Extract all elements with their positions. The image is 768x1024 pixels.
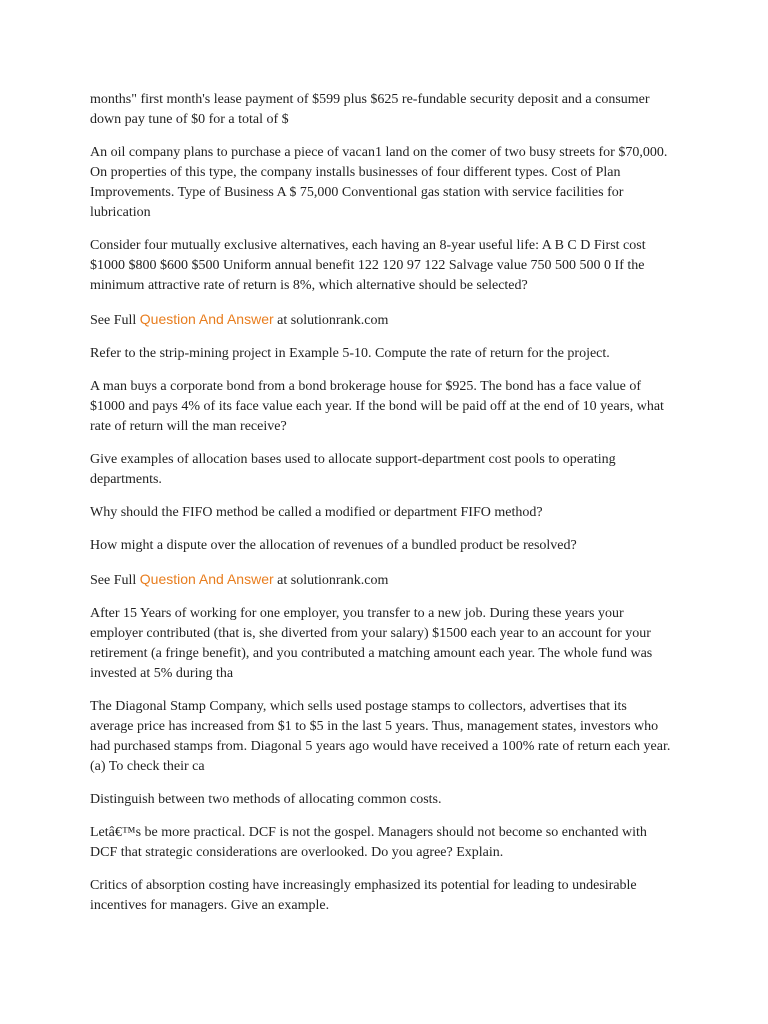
paragraph-dcf: Letâ€™s be more practical. DCF is not the gospel. Managers should not become so enchanted with DCF that strategic considerations are overlooked. Do you agree? Explain. [90, 825, 647, 860]
question-and-answer-link[interactable]: Question And Answer [139, 571, 274, 587]
see-full-suffix: at solutionrank.com [273, 573, 389, 588]
see-full-line-2 [90, 569, 672, 591]
paragraph-fifo-method: Why should the FIFO method be called a modified or department FIFO method? [90, 505, 543, 520]
see-full-suffix: at solutionrank.com [273, 313, 389, 328]
see-full-prefix: See Full [90, 313, 140, 328]
paragraph-oil-company: An oil company plans to purchase a piece of vacan1 land on the comer of two busy streets for $70,000. On properties of this type, the company installs businesses of four different types. Cost of Plan Improvements. Type of Business A $ 75,000 Conventional gas station with service facilities for lubrication [90, 145, 668, 220]
paragraph-allocation-bases: Give examples of allocation bases used to allocate support-department cost pools to operating departments. [90, 452, 616, 487]
document-body [90, 90, 672, 929]
paragraph-strip-mining: Refer to the strip-mining project in Example 5-10. Compute the rate of return for the project. [90, 346, 610, 361]
question-and-answer-link[interactable]: Question And Answer [139, 311, 274, 327]
paragraph-common-costs: Distinguish between two methods of allocating common costs. [90, 792, 442, 807]
paragraph-bundled-product: How might a dispute over the allocation of revenues of a bundled product be resolved? [90, 538, 577, 553]
see-full-line-1 [90, 309, 672, 331]
see-full-prefix: See Full [90, 573, 140, 588]
paragraph-corporate-bond: A man buys a corporate bond from a bond brokerage house for $925. The bond has a face value of $1000 and pays 4% of its face value each year. If the bond will be paid off at the end of 10 years, what rate of return will the man receive? [90, 379, 664, 434]
paragraph-four-alternatives: Consider four mutually exclusive alternatives, each having an 8-year useful life: A B C D First cost $1000 $800 $600 $500 Uniform annual benefit 122 120 97 122 Salvage value 750 500 500 0 If the minimum attractive rate of return is 8%, which alternative should be selected? [90, 238, 646, 293]
paragraph-diagonal-stamp: The Diagonal Stamp Company, which sells used postage stamps to collectors, advertises that its average price has increased from $1 to $5 in the last 5 years. Thus, management states, investors who had purchased stamps from. Diagonal 5 years ago would have received a 100% rate of return each year. (a) To check their ca [90, 699, 671, 774]
paragraph-absorption-costing: Critics of absorption costing have increasingly emphasized its potential for leading to undesirable incentives for managers. Give an example. [90, 878, 637, 913]
paragraph-lease-payment: months" first month's lease payment of $599 plus $625 re-fundable security deposit and a consumer down pay tune of $0 for a total of $ [90, 92, 650, 127]
paragraph-retirement-fund: After 15 Years of working for one employer, you transfer to a new job. During these years your employer contributed (that is, she diverted from your salary) $1500 each year to an account for your retirement (a fringe benefit), and you contributed a matching amount each year. The whole fund was invested at 5% during tha [90, 606, 653, 681]
